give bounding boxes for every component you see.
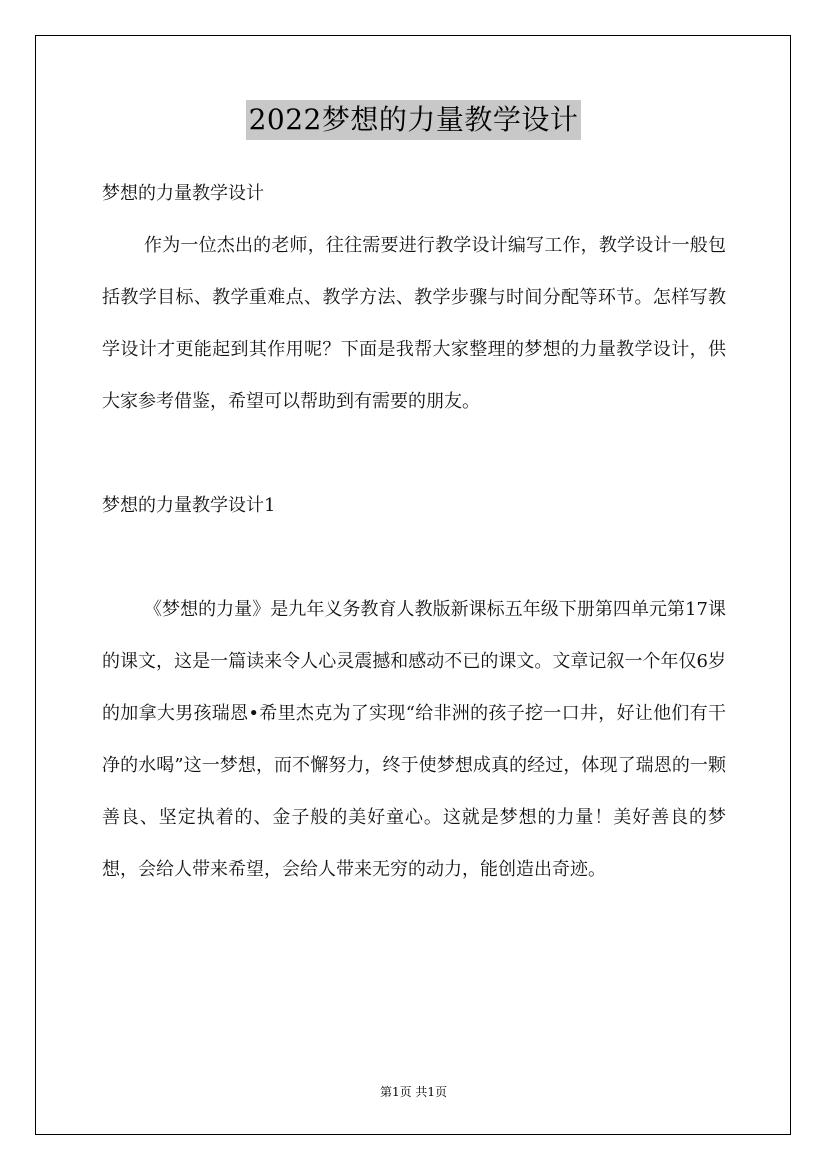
title-container bbox=[0, 100, 827, 140]
spacer bbox=[102, 428, 726, 480]
document-body bbox=[102, 168, 726, 896]
section-heading: 梦想的力量教学设计1 bbox=[102, 495, 276, 516]
document-title: 2022梦想的力量教学设计 bbox=[246, 100, 582, 140]
document-subtitle: 梦想的力量教学设计 bbox=[102, 183, 264, 204]
section-paragraph: 《梦想的力量》是九年义务教育人教版新课标五年级下册第四单元第17课的课文，这是一篇读来令人心灵震撼和感动不已的课文。文章记叙一个年仅6岁的加拿大男孩瑞恩•希里杰克为了实现“给非洲的孩子挖一口井，好让他们有干净的水喝”这一梦想，而不懈努力，终于使梦想成真的经过，体现了瑞恩的一颗善良、坚定执着的、金子般的美好童心。这就是梦想的力量！美好善良的梦想，会给人带来希望，会给人带来无穷的动力，能创造出奇迹。 bbox=[102, 599, 726, 880]
spacer bbox=[102, 532, 726, 584]
intro-paragraph: 作为一位杰出的老师，往往需要进行教学设计编写工作，教学设计一般包括教学目标、教学重难点、教学方法、教学步骤与时间分配等环节。怎样写教学设计才更能起到其作用呢？下面是我帮大家整理的梦想的力量教学设计，供大家参考借鉴，希望可以帮助到有需要的朋友。 bbox=[102, 235, 726, 412]
page-footer: 第1页 共1页 bbox=[379, 1085, 448, 1099]
